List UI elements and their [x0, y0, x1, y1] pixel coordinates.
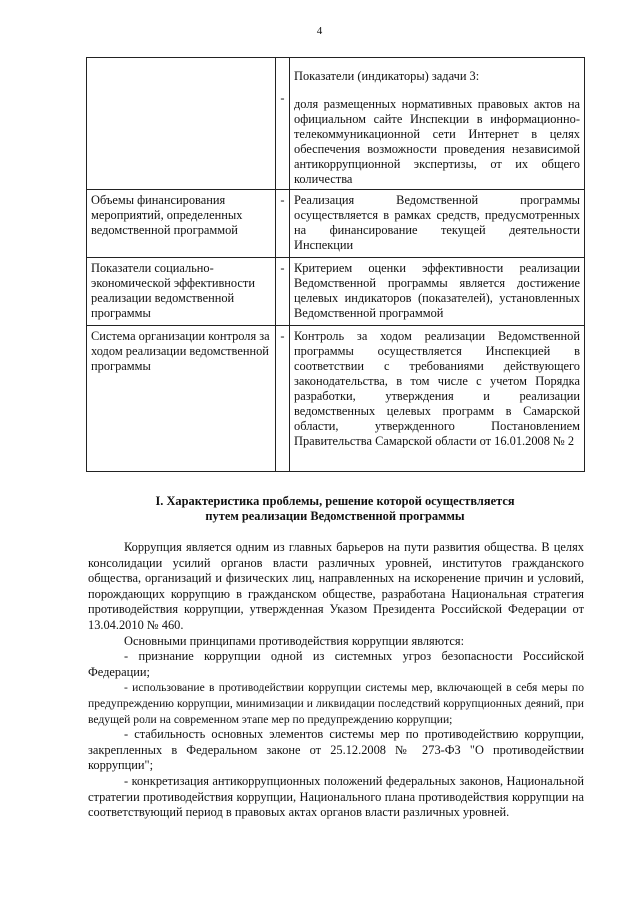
- table-cell-dash: [276, 58, 290, 190]
- table-cell-indicators: [290, 58, 585, 190]
- paragraph-principle-4: - конкретизация антикоррупционных положений федеральных законов, Национальной стратегии противодействия коррупции, Национального плана противодействия коррупции на соответствующий период в правовых актах органов власти различных уровней.: [88, 773, 584, 820]
- page-number: 4: [316, 25, 323, 37]
- paragraph-principle-3: - стабильность основных элементов системы мер по противодействию коррупции, закрепленных в Федеральном законе от 25.12.2008 № 273-ФЗ "О противодействии коррупции";: [88, 727, 584, 773]
- paragraph-corruption-barrier: Коррупция является одним из главных барьеров на пути развития общества. В целях консолидации усилий органов власти различных уровней, институтов гражданского общества, организаций и физических лиц, направленных на искоренение причин и условий, порождающих коррупцию в гражданском обществе, разработана Национальная стратегия противодействия коррупции, утвержденная Указом Президента Российской Федерации от 13.04.2010 № 460.: [88, 540, 584, 632]
- table-cell-empty: [87, 58, 276, 190]
- dash-mark: -: [280, 91, 285, 105]
- paragraph-principle-2: - использование в противодействии коррупции системы мер, включающей в себя меры по предупреждению коррупции, минимизации и ликвидации последствий коррупционных деяний, при ведущей роли на современном этапе мер по предупреждению коррупции;: [88, 681, 584, 726]
- section-title-line2: путем реализации Ведомственной программы: [205, 509, 465, 523]
- indicators-heading: Показатели (индикаторы) задачи 3:: [294, 69, 480, 83]
- table-row-efficiency: [87, 258, 585, 326]
- control-text: Контроль за ходом реализации Ведомственной программы осуществляется Инспекцией в соответствии с требованиями действующего законодательства, в том числе с учетом Порядка разработки, утверждения и реализации ведомственных целевых программ в Самарской области, утвержденного Постановлением Правительства Самарской области от 16.01.2008 № 2: [290, 326, 585, 472]
- table-cell-dash: -: [276, 190, 290, 258]
- efficiency-text: Критерием оценки эффективности реализации Ведомственной программы является достижение целевых индикаторов (показателей), установленных Ведомственной программой: [290, 258, 585, 326]
- table-row-control: [87, 326, 585, 472]
- financing-text: Реализация Ведомственной программы осуществляется в рамках средств, предусмотренных на финансирование текущей деятельности Инспекции: [290, 190, 585, 258]
- table-row-indicators: [87, 58, 585, 190]
- efficiency-label: Показатели социально-экономической эффективности реализации ведомственной программы: [87, 258, 276, 326]
- program-passport-table: [86, 57, 585, 472]
- financing-label: Объемы финансирования мероприятий, определенных ведомственной программой: [87, 190, 276, 258]
- section-body: [88, 540, 584, 821]
- table-cell-dash: -: [276, 326, 290, 472]
- control-label: Система организации контроля за ходом реализации ведомственной программы: [87, 326, 276, 472]
- table-row-financing: [87, 190, 585, 258]
- indicators-text: доля размещенных нормативных правовых актов на официальном сайте Инспекции в информационно-телекоммуникационной сети Интернет в целях обеспечения возможности проведения независимой антикоррупционной экспертизы, от их общего количества: [294, 97, 580, 186]
- paragraph-principle-1: - признание коррупции одной из системных угроз безопасности Российской Федерации;: [88, 649, 584, 679]
- table-cell-dash: -: [276, 258, 290, 326]
- section-title: [86, 494, 584, 524]
- paragraph-principles-intro: Основными принципами противодействия коррупции являются:: [124, 633, 465, 648]
- section-title-line1: I. Характеристика проблемы, решение которой осуществляется: [155, 494, 515, 508]
